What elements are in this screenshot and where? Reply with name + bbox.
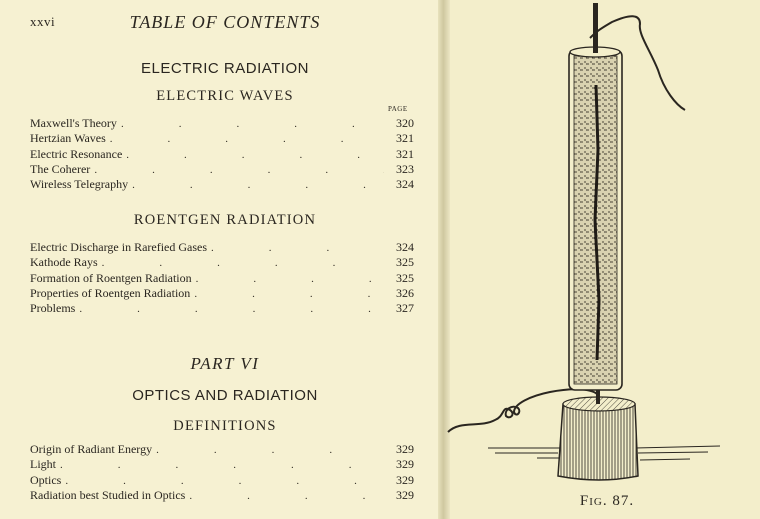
subheading-definitions: DEFINITIONS	[173, 418, 277, 434]
toc-entry[interactable]	[30, 488, 414, 503]
entry-title: Hertzian Waves	[30, 131, 106, 146]
entry-page: 324	[396, 240, 414, 254]
entry-page: 325	[396, 255, 414, 270]
toc-entry[interactable]	[30, 131, 414, 146]
entry-title: Radiation best Studied in Optics	[30, 487, 186, 502]
toc-list-roentgen	[30, 240, 414, 316]
running-head: TABLE OF CONTENTS	[129, 12, 321, 32]
entry-page: 326	[396, 285, 414, 300]
entry-title: Formation of Roentgen Radiation	[30, 270, 192, 285]
part-heading: PART VI	[190, 354, 260, 373]
entry-page: 329	[396, 472, 414, 487]
page-number-folio: xxvi	[30, 14, 56, 29]
entry-title: Electric Resonance	[30, 146, 123, 161]
dot-leader	[196, 271, 384, 287]
top-rod	[593, 3, 598, 53]
entry-page: 320	[396, 116, 414, 130]
entry-title: Optics	[30, 472, 62, 487]
toc-entry[interactable]	[30, 286, 414, 301]
dot-leader	[132, 177, 384, 193]
entry-page: 329	[396, 487, 414, 502]
toc-entry[interactable]	[30, 442, 414, 457]
entry-title: Wireless Telegraphy	[30, 177, 129, 192]
dot-leader	[211, 240, 384, 256]
dot-leader	[102, 255, 384, 271]
entry-page: 321	[396, 146, 414, 161]
page-column-label: PAGE	[388, 105, 408, 113]
toc-entry[interactable]	[30, 116, 414, 131]
entry-title: Maxwell's Theory	[30, 116, 117, 130]
entry-page: 329	[396, 442, 414, 456]
toc-list-definitions	[30, 442, 414, 503]
dot-leader	[156, 442, 384, 458]
coherer-tube-illustration	[440, 0, 760, 519]
toc-entry[interactable]	[30, 473, 414, 488]
dot-leader	[126, 147, 384, 163]
dot-leader	[194, 286, 384, 302]
figure-caption: Fig. 87.	[579, 493, 635, 509]
entry-title: Light	[30, 457, 56, 472]
toc-list-electric-waves	[30, 116, 414, 192]
entry-page: 323	[396, 161, 414, 176]
toc-entry[interactable]	[30, 271, 414, 286]
subheading-electric-waves: ELECTRIC WAVES	[156, 88, 294, 104]
entry-title: Electric Discharge in Rarefied Gases	[30, 240, 208, 254]
dot-leader	[60, 457, 384, 473]
toc-entry[interactable]	[30, 457, 414, 472]
subheading-roentgen-radiation: ROENTGEN RADIATION	[133, 212, 317, 228]
entry-title: Origin of Radiant Energy	[30, 442, 153, 456]
dot-leader	[79, 301, 384, 317]
section-heading-optics: OPTICS AND RADIATION	[132, 387, 318, 404]
entry-title: Kathode Rays	[30, 255, 98, 270]
toc-entry[interactable]	[30, 147, 414, 162]
toc-entry[interactable]	[30, 301, 414, 316]
base-block	[558, 404, 638, 480]
entry-page: 321	[396, 131, 414, 146]
toc-entry[interactable]	[30, 255, 414, 270]
entry-page: 325	[396, 270, 414, 285]
toc-entry[interactable]	[30, 177, 414, 192]
entry-page: 327	[396, 301, 414, 316]
dot-leader	[94, 162, 384, 178]
dot-leader	[110, 131, 384, 147]
dot-leader	[189, 488, 384, 504]
entry-title: Problems	[30, 301, 76, 316]
toc-entry[interactable]	[30, 162, 414, 177]
dot-leader	[65, 473, 384, 489]
entry-title: Properties of Roentgen Radiation	[30, 285, 191, 300]
entry-page: 329	[396, 457, 414, 472]
dot-leader	[121, 116, 384, 132]
entry-page: 324	[396, 177, 414, 192]
toc-entry[interactable]	[30, 240, 414, 255]
section-heading-electric-radiation: ELECTRIC RADIATION	[141, 60, 309, 77]
entry-title: The Coherer	[30, 161, 91, 176]
